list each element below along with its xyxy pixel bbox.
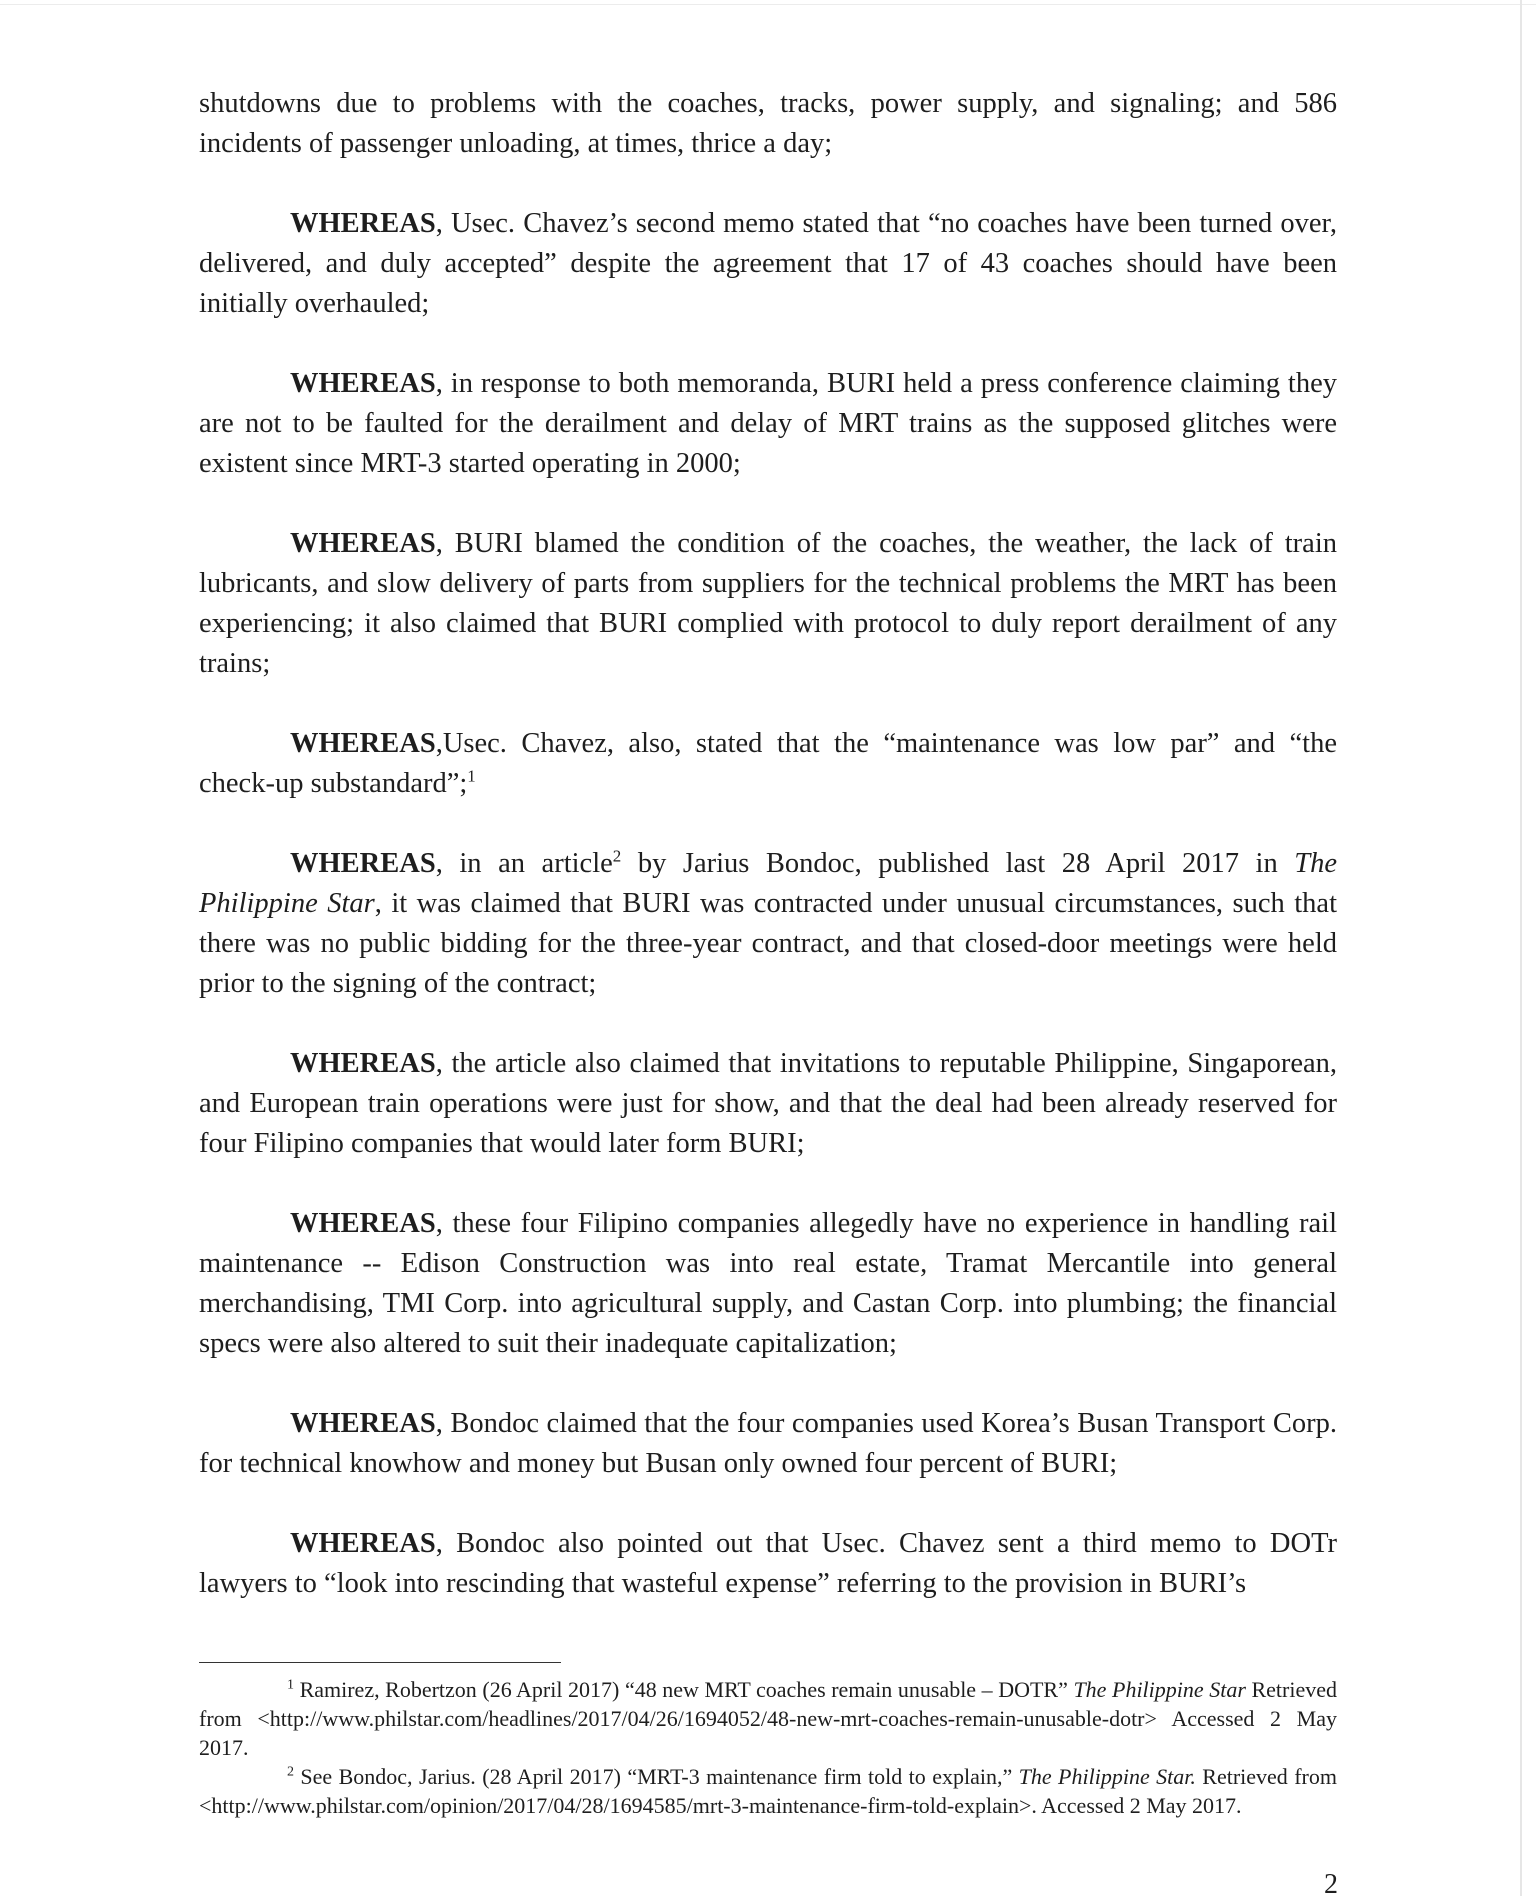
footnote-text: Ramirez, Robertzon (26 April 2017) “48 new MRT coaches remain unusable – DOTR” — [294, 1677, 1074, 1702]
footnote-number: 2 — [287, 1764, 294, 1780]
publication-title: The Philippine Star. — [1018, 1764, 1196, 1789]
clause-text: , in an article — [435, 848, 613, 879]
paragraph-continuation — [199, 84, 1337, 164]
whereas-lead: WHEREAS — [290, 1528, 436, 1559]
page-number: 2 — [1324, 1869, 1338, 1900]
publication-title: The Philippine Star — [199, 848, 1338, 919]
whereas-lead: WHEREAS — [290, 1048, 436, 1079]
whereas-clause — [199, 204, 1337, 324]
body-text — [199, 84, 1337, 1644]
whereas-lead: WHEREAS — [290, 848, 436, 879]
clause-text: , Usec. Chavez’s second memo stated that “no coaches have been turned over, delivered, and duly accepted” despite the agreement that 17 of 43 coaches should have been initially overhauled; — [199, 208, 1337, 319]
paragraph-text: shutdowns due to problems with the coaches, tracks, power supply, and signaling; and 586 incidents of passenger unloading, at times, thrice a day; — [199, 88, 1337, 159]
clause-text: , Bondoc claimed that the four companies used Korea’s Busan Transport Corp. for technical knowhow and money but Busan only owned four percent of BURI; — [199, 1408, 1337, 1479]
footnote-text: See Bondoc, Jarius. (28 April 2017) “MRT-3 maintenance firm told to explain,” — [294, 1764, 1019, 1789]
footnote-separator — [199, 1662, 561, 1663]
whereas-clause — [199, 1404, 1337, 1484]
clause-text: , Bondoc also pointed out that Usec. Chavez sent a third memo to DOTr lawyers to “look into rescinding that wasteful expense” referring to the provision in BURI’s — [199, 1528, 1337, 1599]
whereas-lead: WHEREAS — [290, 208, 436, 239]
whereas-clause — [199, 1204, 1337, 1364]
clause-text: , in response to both memoranda, BURI held a press conference claiming they are not to be faulted for the derailment and delay of MRT trains as the supposed glitches were existent since MRT-3 started operating in 2000; — [199, 368, 1337, 479]
footnote-reference[interactable]: 2 — [612, 846, 622, 866]
footnote-text: Retrieved from <http://www.philstar.com/opinion/2017/04/28/1694585/mrt-3-maintenance-firm-told-explain>. Accessed 2 May 2017. — [199, 1764, 1337, 1818]
whereas-lead: WHEREAS — [290, 368, 436, 399]
clause-text: , these four Filipino companies allegedly have no experience in handling rail maintenance -- Edison Construction was into real estate, Tramat Mercantile into general merchandising, TMI Corp. into agricultural supply, and Castan Corp. into plumbing; the financial specs were also altered to suit their inadequate capitalization; — [199, 1208, 1337, 1359]
publication-title: The Philippine Star — [1073, 1677, 1246, 1702]
whereas-lead: WHEREAS — [290, 528, 436, 559]
footnote-reference[interactable]: 1 — [467, 766, 476, 786]
whereas-clause — [199, 844, 1337, 1004]
footnote — [199, 1675, 1337, 1762]
footnote-text: Retrieved from <http://www.philstar.com/headlines/2017/04/26/1694052/48-new-mrt-coaches-remain-unusable-dotr> Accessed 2 May 2017. — [199, 1677, 1337, 1760]
whereas-lead: WHEREAS — [290, 1408, 436, 1439]
clause-text: , the article also claimed that invitations to reputable Philippine, Singaporean, and European train operations were just for show, and that the deal had been already reserved for four Filipino companies that would later form BURI; — [199, 1048, 1337, 1159]
whereas-clause — [199, 1524, 1337, 1604]
page-right-edge — [1520, 0, 1522, 1896]
whereas-lead: WHEREAS — [290, 728, 436, 759]
clause-text: by Jarius Bondoc, published last 28 April 2017 in — [621, 848, 1295, 879]
clause-text: , BURI blamed the condition of the coaches, the weather, the lack of train lubricants, and slow delivery of parts from suppliers for the technical problems the MRT has been experiencing; it also claimed that BURI complied with protocol to duly report derailment of any trains; — [199, 528, 1337, 679]
page-top-edge — [0, 4, 1536, 5]
whereas-clause — [199, 364, 1337, 484]
footnote-number: 1 — [287, 1677, 294, 1693]
whereas-clause — [199, 524, 1337, 684]
clause-text: ,Usec. Chavez, also, stated that the “maintenance was low par” and “the check-up substandard”; — [199, 728, 1337, 799]
whereas-lead: WHEREAS — [290, 1208, 436, 1239]
whereas-clause — [199, 724, 1337, 804]
whereas-clause — [199, 1044, 1337, 1164]
footnotes — [199, 1675, 1337, 1820]
clause-text: , it was claimed that BURI was contracted under unusual circumstances, such that there was no public bidding for the three-year contract, and that closed-door meetings were held prior to the signing of the contract; — [199, 888, 1337, 999]
footnote — [199, 1762, 1337, 1820]
